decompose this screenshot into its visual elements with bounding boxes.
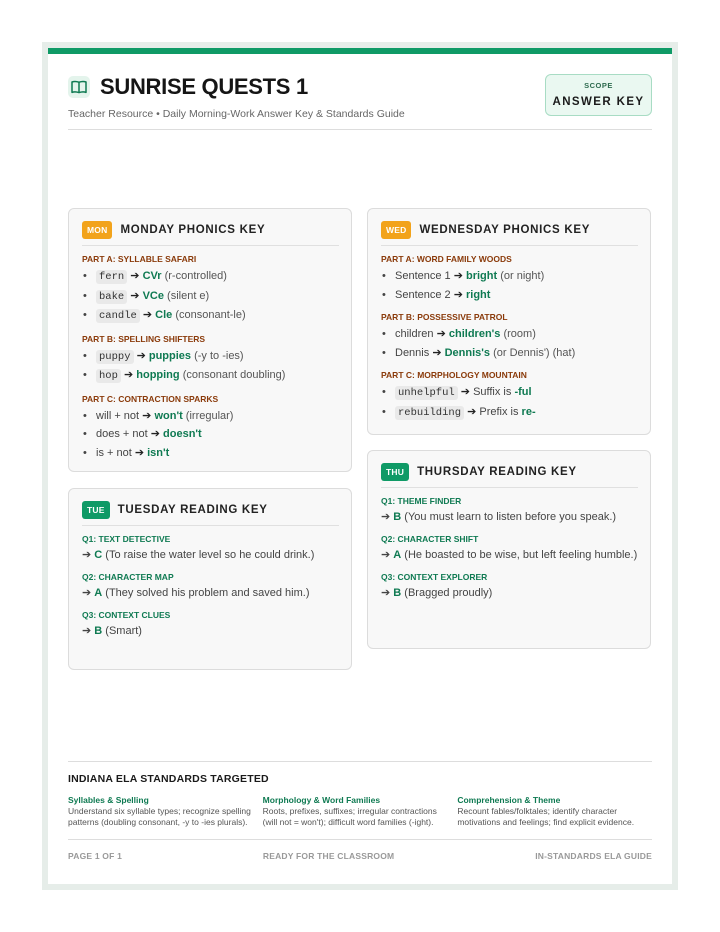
question-answer: ➔ A (He boasted to be wise, but left feeling humble.): [381, 549, 638, 561]
page-footer: [68, 839, 652, 861]
standard-text: Understand six syllable types; recognize spelling patterns (doubling consonant, -y to -ies plurals).: [68, 806, 251, 827]
standard-title: Syllables & Spelling: [68, 795, 149, 805]
list-item: • rebuilding ➔ Prefix is re-: [381, 403, 638, 423]
card-title: WEDNESDAY PHONICS KEY: [419, 224, 591, 236]
card-title: MONDAY PHONICS KEY: [120, 224, 266, 236]
question-label: Q3: CONTEXT EXPLORER: [381, 572, 488, 582]
list-item: • fern ➔ CVr (r-controlled): [82, 267, 339, 287]
standards-title: INDIANA ELA STANDARDS TARGETED: [68, 773, 269, 785]
question-label: Q2: CHARACTER SHIFT: [381, 534, 479, 544]
footer-center-text: READY FOR THE CLASSROOM: [262, 851, 395, 861]
card-title: THURSDAY READING KEY: [417, 466, 577, 478]
list-item: • unhelpful ➔ Suffix is -ful: [381, 383, 638, 403]
list-item: • candle ➔ Cle (consonant-le): [82, 306, 339, 326]
standard-title: Morphology & Word Families: [262, 795, 381, 805]
question-label: Q3: CONTEXT CLUES: [82, 610, 171, 620]
standard-column: [68, 795, 263, 827]
tuesday-card: [68, 488, 352, 670]
section-label: PART A: SYLLABLE SAFARI: [82, 254, 197, 264]
standard-title: Comprehension & Theme: [457, 795, 561, 805]
standard-column: [457, 795, 652, 827]
question-answer: ➔ B (Bragged proudly): [381, 587, 493, 599]
answer-key-page: [48, 48, 672, 884]
list-item: • Sentence 1 ➔ bright (or night): [381, 267, 638, 286]
list-item: • is + not ➔ isn't: [82, 444, 339, 463]
scope-value: ANSWER KEY: [552, 96, 645, 108]
standard-column: [263, 795, 458, 827]
question-label: Q1: TEXT DETECTIVE: [82, 534, 171, 544]
section-label: PART B: POSSESSIVE PATROL: [381, 312, 508, 322]
day-badge: MON: [82, 221, 112, 239]
card-title: TUESDAY READING KEY: [117, 504, 268, 516]
day-badge: TUE: [82, 501, 110, 519]
accent-bar: [48, 48, 672, 54]
standard-text: Roots, prefixes, suffixes; irregular contractions (will not = won't); difficult word families (-ight).: [262, 806, 437, 827]
section-label: PART C: MORPHOLOGY MOUNTAIN: [381, 370, 527, 380]
question-label: Q2: CHARACTER MAP: [82, 572, 174, 582]
book-icon: [68, 76, 90, 98]
page-header: [68, 74, 652, 130]
thursday-card: [367, 450, 651, 649]
scope-box: [545, 74, 652, 116]
footer-right-text: IN-STANDARDS ELA GUIDE: [535, 851, 652, 861]
scope-label: SCOPE: [584, 81, 613, 90]
question-answer: ➔ C (To raise the water level so he could drink.): [82, 549, 315, 561]
list-item: • Sentence 2 ➔ right: [381, 286, 638, 305]
section-label: PART C: CONTRACTION SPARKS: [82, 393, 219, 404]
list-item: • bake ➔ VCe (silent e): [82, 287, 339, 307]
page-subtitle: Teacher Resource • Daily Morning-Work Answer Key & Standards Guide: [68, 108, 405, 120]
monday-card: [68, 208, 352, 472]
question-answer: ➔ B (Smart): [82, 625, 142, 637]
list-item: • hop ➔ hopping (consonant doubling): [82, 366, 339, 386]
list-item: • puppy ➔ puppies (-y to -ies): [82, 347, 339, 367]
section-label: PART B: SPELLING SHIFTERS: [82, 333, 206, 344]
wednesday-card: [367, 208, 651, 435]
day-badge: THU: [381, 463, 409, 481]
list-item: • children ➔ children's (room): [381, 325, 638, 344]
list-item: • Dennis ➔ Dennis's (or Dennis') (hat): [381, 344, 638, 363]
question-answer: ➔ B (You must learn to listen before you speak.): [381, 511, 617, 523]
day-badge: WED: [381, 221, 411, 239]
section-label: PART A: WORD FAMILY WOODS: [381, 254, 512, 264]
question-answer: ➔ A (They solved his problem and saved him.): [82, 587, 310, 599]
page-title: SUNRISE QUESTS 1: [100, 74, 308, 99]
standards-section: [68, 761, 652, 827]
standard-text: Recount fables/folktales; identify character motivations and feelings; find explicit evidence.: [457, 806, 635, 827]
question-label: Q1: THEME FINDER: [381, 496, 462, 506]
list-item: • will + not ➔ won't (irregular): [82, 407, 339, 426]
page-number: PAGE 1 OF 1: [68, 851, 123, 861]
list-item: • does + not ➔ doesn't: [82, 425, 339, 444]
